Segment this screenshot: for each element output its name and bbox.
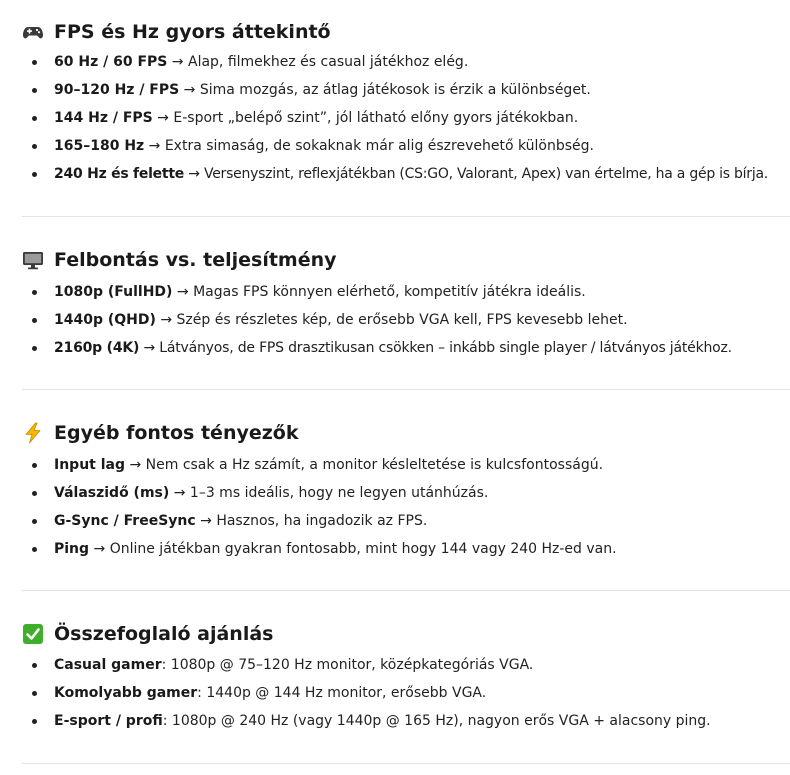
lightning-icon <box>22 422 44 444</box>
list-item <box>32 482 488 504</box>
list-item-description: E-sport „belépő szint”, jól látható előny gyors játékokban. <box>173 110 579 126</box>
section-divider <box>22 389 790 390</box>
list-item <box>32 337 732 359</box>
list-item-description: Versenyszint, reflexjátékban (CS:GO, Valorant, Apex) van értelme, ha a gép is bírja. <box>203 166 768 182</box>
bullet <box>32 60 37 65</box>
list-item-term: Válaszidő (ms) <box>54 485 170 501</box>
bullet <box>32 719 37 724</box>
bullet <box>32 463 37 468</box>
list-item <box>32 51 468 73</box>
list-item-description: Hasznos, ha ingadozik az FPS. <box>216 513 428 529</box>
section-divider <box>22 590 790 591</box>
gamepad-icon <box>22 21 44 43</box>
list-item-description: Extra simaság, de sokaknak már alig észrevehető különbség. <box>164 138 594 154</box>
list-item-description: Sima mozgás, az átlag játékosok is érzik a különbséget. <box>199 82 591 98</box>
list-item-separator: : <box>162 713 172 729</box>
bullet <box>32 88 37 93</box>
list-item-description: Magas FPS könnyen elérhető, kompetitív játékra ideális. <box>193 284 586 300</box>
section-divider <box>22 763 790 764</box>
list-item <box>32 654 533 676</box>
bullet <box>32 547 37 552</box>
list-item-separator: : <box>197 685 207 701</box>
bullet <box>32 172 37 177</box>
list-item <box>32 163 768 185</box>
list-item <box>32 682 486 704</box>
list-item-description: 1080p @ 240 Hz (vagy 1440p @ 165 Hz), nagyon erős VGA + alacsony ping. <box>171 713 711 729</box>
list-item-separator: → <box>179 82 200 98</box>
bullet <box>32 318 37 323</box>
list-item-term: Komolyabb gamer <box>54 685 198 701</box>
bullet <box>32 691 37 696</box>
list-item-term: G-Sync / FreeSync <box>54 513 196 529</box>
list-item <box>32 281 586 303</box>
list-item <box>32 510 427 532</box>
list-item <box>32 135 594 157</box>
list-item-separator: → <box>195 513 217 529</box>
list-item-separator: → <box>139 340 160 356</box>
list-item-term: 144 Hz / FPS <box>54 110 153 126</box>
list-item-term: Ping <box>54 541 90 557</box>
check-mark-icon <box>22 623 44 645</box>
list-item-description: 1080p @ 75–120 Hz monitor, középkategóriás VGA. <box>170 657 534 673</box>
bullet <box>32 116 37 121</box>
list-item-term: Input lag <box>54 457 125 473</box>
list-item <box>32 107 578 129</box>
list-item-term: 60 Hz / 60 FPS <box>54 54 168 70</box>
bullet <box>32 144 37 149</box>
list-item-separator: → <box>125 457 146 473</box>
list-item-separator: → <box>152 110 174 126</box>
list-item-separator: → <box>155 312 177 328</box>
list-item-term: 240 Hz és felette <box>54 166 185 182</box>
bullet <box>32 519 37 524</box>
list-item-term: 1080p (FullHD) <box>54 284 173 300</box>
list-item-term: 2160p (4K) <box>54 340 140 356</box>
list-item-description: Online játékban gyakran fontosabb, mint hogy 144 vagy 240 Hz-ed van. <box>109 541 617 557</box>
list-item <box>32 454 603 476</box>
section-heading-other-factors <box>22 420 299 446</box>
list-item-term: 90–120 Hz / FPS <box>54 82 180 98</box>
list-item-description: Látványos, de FPS drasztikusan csökken – inkább single player / látványos játékhoz. <box>159 340 732 356</box>
monitor-icon <box>22 249 44 271</box>
list-item-separator: → <box>169 485 190 501</box>
bullet <box>32 290 37 295</box>
list-item-separator: → <box>144 138 165 154</box>
list-item-separator: → <box>172 284 194 300</box>
list-item-description: Nem csak a Hz számít, a monitor késleltetése is kulcsfontosságú. <box>145 457 604 473</box>
section-heading-summary <box>22 621 273 647</box>
list-item <box>32 538 617 560</box>
list-item-term: E-sport / profi <box>54 713 163 729</box>
bullet <box>32 346 37 351</box>
list-item-separator: → <box>89 541 110 557</box>
list-item-term: 165–180 Hz <box>54 138 145 154</box>
list-item-separator: : <box>161 657 171 673</box>
section-title: Összefoglaló ajánlás <box>54 623 274 645</box>
bullet <box>32 663 37 668</box>
section-title: Egyéb fontos tényezők <box>54 422 299 444</box>
list-item-description: Szép és részletes kép, de erősebb VGA kell, FPS kevesebb lehet. <box>176 312 628 328</box>
list-item-term: 1440p (QHD) <box>54 312 156 328</box>
bullet <box>32 491 37 496</box>
list-item-description: 1440p @ 144 Hz monitor, erősebb VGA. <box>206 685 487 701</box>
list-item-separator: → <box>167 54 188 70</box>
section-heading-fps-hz <box>22 19 331 45</box>
list-item <box>32 79 591 101</box>
section-title: Felbontás vs. teljesítmény <box>54 249 337 271</box>
list-item <box>32 710 711 732</box>
section-title: FPS és Hz gyors áttekintő <box>54 21 331 43</box>
list-item <box>32 309 628 331</box>
list-item-term: Casual gamer <box>54 657 162 673</box>
list-item-separator: → <box>184 166 204 182</box>
list-item-description: 1–3 ms ideális, hogy ne legyen utánhúzás. <box>189 485 489 501</box>
section-heading-resolution <box>22 247 337 273</box>
section-divider <box>22 216 790 217</box>
list-item-description: Alap, filmekhez és casual játékhoz elég. <box>188 54 469 70</box>
